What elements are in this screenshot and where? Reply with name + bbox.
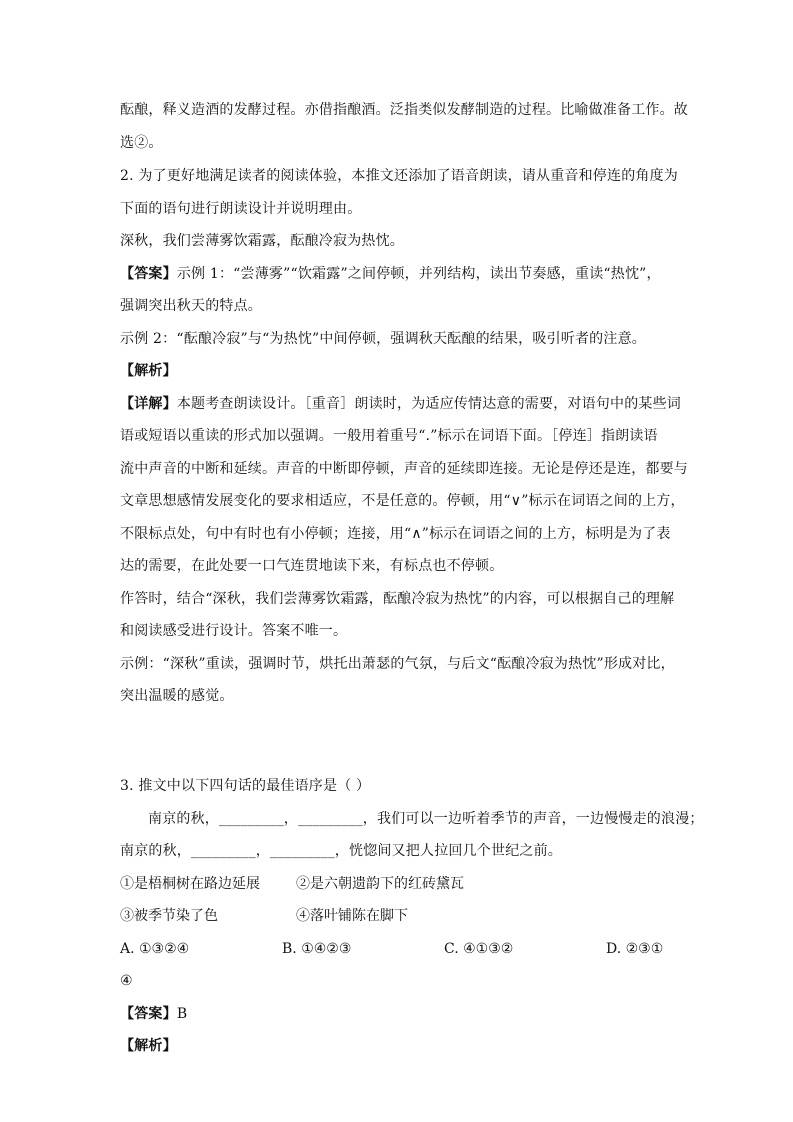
question-2-title: 2. 为了更好地满足读者的阅读体验，本推文还添加了语音朗读，请从重音和停连的角度为 xyxy=(120,168,679,184)
sentence-item-2: ②是六朝遗韵下的红砖黛瓦 xyxy=(296,876,464,892)
detail-line: 语或短语以重读的形式加以强调。一般用着重号“.”标示在词语下面。［停连］指朗读语 xyxy=(120,428,658,444)
detail-line: 示例：“深秋”重读，强调时节，烘托出萧瑟的气氛，与后文“酝酿冷寂为热忱”形成对比， xyxy=(120,656,675,672)
sentence-item-4: ④落叶铺陈在脚下 xyxy=(296,908,408,924)
option-a: A. ①③②④ xyxy=(120,941,190,957)
answer-text: 示例 1：“尝薄雾”“饮霜露”之间停顿，并列结构，读出节奏感，重读“热忱”， xyxy=(176,266,661,282)
detail-line: 不限标点处，句中有时也有小停顿；连接，用“∧”标示在词语之间的上方，标明是为了表 xyxy=(120,526,671,542)
sentence-item-1: ①是梧桐树在路边延展 xyxy=(120,876,260,892)
option-d-continued: ④ xyxy=(120,973,133,989)
detail-line: 突出温暖的感觉。 xyxy=(120,688,234,704)
detail-line: 和阅读感受进行设计。答案不唯一。 xyxy=(120,623,348,639)
answer-value: B xyxy=(176,1006,188,1022)
option-b: B. ①④②③ xyxy=(282,941,352,957)
answer-label: 【答案】 xyxy=(120,266,177,282)
answer-text-line: 强调突出秋天的特点。 xyxy=(120,298,262,314)
answer-label: 【答案】 xyxy=(120,1006,177,1022)
detail-line: 流中声音的中断和延续。声音的中断即停顿，声音的延续即连接。无论是停还是连，都要与 xyxy=(120,461,688,477)
text-line: 酝酿，释义造酒的发酵过程。亦借指酿酒。泛指类似发酵制造的过程。比喻做准备工作。故 xyxy=(120,102,688,118)
text-line: 选②。 xyxy=(120,135,163,151)
question-3-text: 南京的秋，_________，_________，我们可以一边听着季节的声音，一边慢慢走的浪漫； xyxy=(148,811,704,827)
detail-line: 达的需要，在此处要一口气连贯地读下来，有标点也不停顿。 xyxy=(120,558,504,574)
question-2-title-cont: 下面的语句进行朗读设计并说明理由。 xyxy=(120,201,362,217)
detail-line: 文章思想感情发展变化的要求相适应，不是任意的。停顿，用“∨”标示在词语之间的上方， xyxy=(120,493,685,509)
question-3-title: 3. 推文中以下四句话的最佳语序是（ ） xyxy=(120,778,371,794)
answer-text-line: 示例 2：“酝酿冷寂”与“为热忱”中间停顿，强调秋天酝酿的结果，吸引听者的注意。 xyxy=(120,331,646,347)
question-2-sentence: 深秋，我们尝薄雾饮霜露，酝酿冷寂为热忱。 xyxy=(120,233,404,249)
analysis-label: 【解析】 xyxy=(120,363,177,379)
sentence-item-3: ③被季节染了色 xyxy=(120,908,218,924)
option-c: C. ④①③② xyxy=(444,941,514,957)
detail-label: 【详解】 xyxy=(120,396,177,412)
detail-line: 作答时，结合“深秋，我们尝薄雾饮霜露，酝酿冷寂为热忱”的内容，可以根据自己的理解 xyxy=(120,591,675,607)
option-d: D. ②③① xyxy=(606,941,664,957)
question-2-answer xyxy=(120,264,680,284)
question-3-text: 南京的秋，_________，_________，恍惚间又把人拉回几个世纪之前。 xyxy=(120,843,562,859)
detail-text: 本题考查朗读设计。［重音］朗读时，为适应传情达意的需要，对语句中的某些词 xyxy=(176,396,682,412)
analysis-label: 【解析】 xyxy=(120,1038,177,1054)
question-3-answer xyxy=(120,1004,680,1024)
detail-line xyxy=(120,394,680,414)
